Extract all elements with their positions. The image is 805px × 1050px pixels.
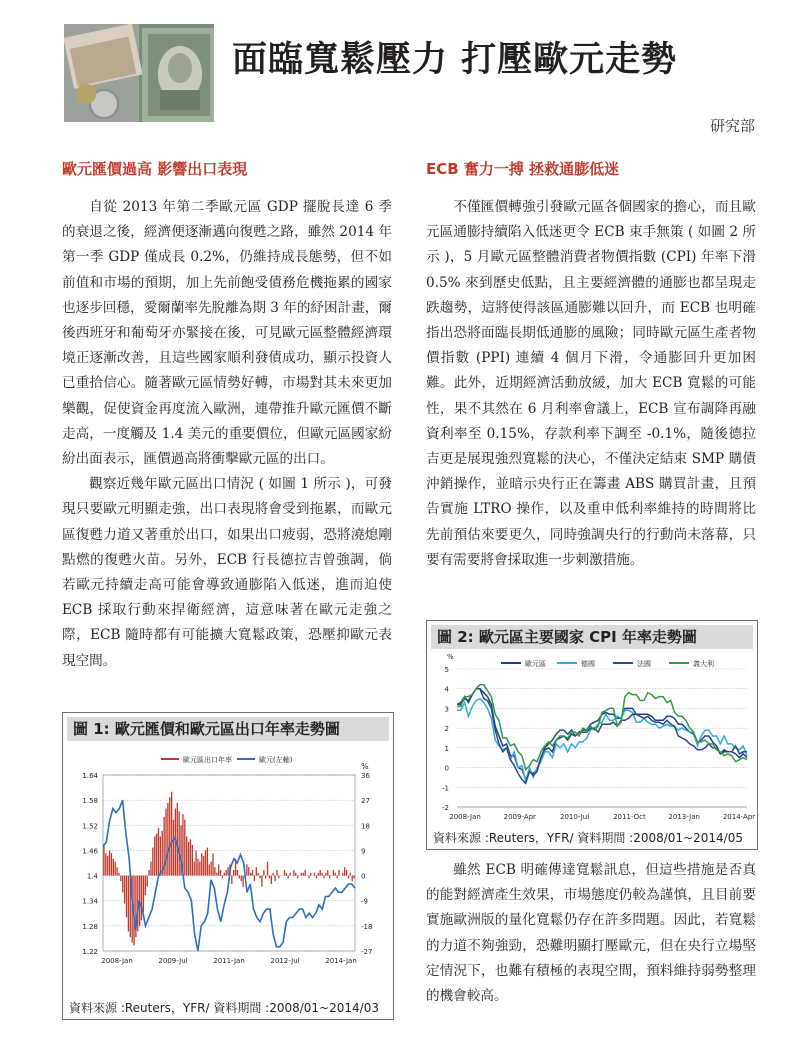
export-bar — [263, 870, 264, 876]
right-paragraph-2: 雖然 ECB 明確傳達寬鬆訊息，但這些措施是否真的能對經濟產生效果，市場態度仍較為謹慎，且目前要實施歐洲版的量化寬鬆仍存在許多問題。因此，若寬鬆的力道不夠強勁，恐難明顯打壓歐元，但在央行立場堅定情況下，也難有積極的表現空間，預料維持弱勢整理的機會較高。 — [426, 862, 756, 1005]
export-bar — [250, 873, 251, 876]
y-axis-tick: -1 — [442, 784, 449, 793]
y-axis-tick: 3 — [444, 705, 449, 714]
export-bar — [203, 856, 204, 876]
export-bar — [141, 876, 142, 921]
export-bar — [212, 853, 213, 875]
export-bar — [156, 834, 157, 876]
export-bar — [195, 850, 196, 875]
export-bar — [246, 864, 247, 875]
x-axis-tick: 2009-Jul — [158, 957, 188, 965]
figure-2-chart — [427, 651, 757, 829]
export-bar — [348, 876, 349, 879]
export-bar — [224, 873, 225, 876]
export-bar — [205, 850, 206, 875]
export-bar — [116, 867, 117, 875]
export-bar — [297, 876, 298, 879]
export-bar — [254, 876, 255, 882]
export-bar — [257, 873, 258, 876]
right-axis-tick: 9 — [361, 847, 366, 856]
export-bar — [122, 876, 123, 893]
export-bar — [269, 876, 270, 879]
export-bar — [316, 876, 317, 879]
export-bar — [308, 876, 309, 879]
right-section-title: ECB 奮力一搏 拯救通膨低迷 — [426, 160, 620, 178]
export-bar — [207, 848, 208, 876]
export-bar — [220, 870, 221, 876]
page-title: 面臨寬鬆壓力 打壓歐元走勢 — [232, 40, 678, 80]
y-axis-tick: 2 — [444, 725, 449, 734]
y-axis-tick: 1 — [444, 744, 449, 753]
export-bar — [190, 839, 191, 875]
left-column — [62, 150, 392, 674]
y-axis-tick: 0 — [444, 764, 449, 773]
header-photo-money — [64, 24, 214, 122]
x-axis-tick: 2009-Apr — [503, 813, 536, 821]
legend-label: 義大利 — [693, 660, 714, 668]
export-bar — [321, 873, 322, 876]
right-axis-tick: 27 — [361, 797, 370, 806]
right-axis-tick: -9 — [361, 897, 368, 906]
export-bar — [222, 876, 223, 879]
export-bar — [252, 870, 253, 876]
export-bar — [218, 864, 219, 875]
export-bar — [239, 876, 240, 879]
x-axis-tick: 2012-Jul — [270, 957, 300, 965]
export-bar — [289, 873, 290, 876]
export-bar — [179, 811, 180, 875]
figure-1-title: 圖 1: 歐元匯價和歐元區出口年率走勢圖 — [67, 717, 389, 741]
export-bar — [237, 870, 238, 876]
export-bar — [186, 836, 187, 875]
export-bar — [278, 876, 279, 879]
export-bar — [329, 876, 330, 879]
export-bar — [318, 873, 319, 876]
export-bar — [201, 853, 202, 875]
figure-1-chart — [63, 745, 393, 995]
right-axis-unit: % — [361, 762, 369, 771]
export-bar — [194, 862, 195, 876]
export-bar — [276, 870, 277, 876]
export-bar — [209, 864, 210, 875]
export-bar — [288, 876, 289, 879]
export-bar — [145, 876, 146, 896]
department-label: 研究部 — [709, 117, 755, 135]
legend-line-label: 歐元(左軸) — [259, 756, 293, 764]
figure-2-box — [426, 620, 758, 850]
export-bar — [184, 820, 185, 876]
export-bar — [265, 876, 266, 879]
legend-label: 德國 — [581, 660, 595, 668]
export-bar — [256, 867, 257, 875]
export-bar — [248, 867, 249, 875]
export-bar — [128, 876, 129, 932]
y-axis-tick: -2 — [442, 804, 449, 812]
export-bar — [242, 876, 243, 887]
x-axis-tick: 2013-Jan — [668, 813, 700, 821]
left-axis-tick: 1.46 — [82, 847, 98, 856]
export-bar — [323, 876, 324, 879]
left-axis-tick: 1.52 — [82, 822, 98, 831]
export-bar — [333, 870, 334, 876]
export-bar — [327, 870, 328, 876]
x-axis-tick: 2008-Jan — [449, 813, 481, 821]
export-bar — [177, 803, 178, 876]
legend-bar-label: 歐元區出口年率 — [183, 756, 232, 764]
left-paragraph-1: 自從 2013 年第二季歐元區 GDP 擺脫長達 6 季的衰退之後，經濟便逐漸邁向復甦之路，雖然 2014 年第一季 GDP 僅成長 0.2%，仍維持成長態勢，但不如前值和市場的預期，加上先前飽受債務危機拖累的國家也逐步回穩，愛爾蘭率先脫離為期 3 年的紓困計畫，爾後西班牙和葡萄牙亦緊接在後，可見歐元區整體經濟環境正逐漸改善，且這些國家順利發債成功，顯示投資人已重拾信心。隨著歐元區情勢好轉，市場對其未來更加樂觀，促使資金再度流入歐洲，連帶推升歐元匯價不斷走高，一度觸及 1.4 美元的重要價位，但歐元區國家紛紛出面表示，匯價過高將衝擊歐元區的出口。 — [62, 199, 392, 468]
right-paragraph-1: 不僅匯價轉強引發歐元區各個國家的擔心，而且歐元區通膨持續陷入低迷更令 ECB 束手無策 ( 如圖 2 所示 )，5 月歐元區整體消費者物價指數 (CPI) 年率下滑 0.5% 來到歷史低點，且主要經濟體的通膨也都呈現走跌趨勢，這將使得該區通膨難以回升，而 ECB 也明確指出恐將面臨長期低通膨的風險；同時歐元區生產者物價指數 (PPI) 連續 4 個月下滑，令通膨回升更加困難。此外，近期經濟活動放緩，加大 ECB 寬鬆的可能性，果不其然在 6 月利率會議上，ECB 宣布調降再融資利率至 0.15%，存款利率下調至 -0.1%，隨後德拉吉更是展現強烈寬鬆的決心，不僅決定結束 SMP 購債沖銷操作，並暗示央行正在籌畫 ABS 購買計畫，且預告實施 LTRO 操作，以及重申低利率維持的時間將比先前預估來要更久，同時強調央行的行動尚未落幕，只要有需要將會採取進一步刺激措施。 — [426, 199, 756, 568]
right-axis-tick: 0 — [361, 872, 366, 881]
plot-frame — [103, 775, 355, 951]
export-bar — [325, 873, 326, 876]
x-axis-tick: 2010-Jul — [560, 813, 590, 821]
left-axis-tick: 1.4 — [86, 872, 98, 881]
export-bar — [192, 845, 193, 876]
export-bar — [199, 862, 200, 876]
right-column — [426, 150, 756, 573]
right-axis-tick: -27 — [361, 948, 373, 956]
export-bar — [111, 853, 112, 875]
export-bar — [261, 876, 262, 887]
export-bar — [271, 876, 272, 884]
export-bar — [210, 862, 211, 876]
legend-label: 歐元區 — [525, 660, 546, 668]
export-bar — [344, 867, 345, 875]
y-axis-tick: 5 — [444, 666, 449, 674]
export-bar — [284, 870, 285, 876]
export-bar — [154, 836, 155, 875]
x-axis-tick: 2008-Jan — [101, 957, 133, 965]
left-section-title: 歐元匯價過高 影響出口表現 — [62, 160, 248, 178]
export-bar — [305, 870, 306, 876]
export-bar — [169, 797, 170, 875]
export-bar — [118, 873, 119, 876]
export-bar — [310, 873, 311, 876]
export-bar — [352, 876, 353, 882]
export-bar — [346, 870, 347, 876]
export-bar — [295, 873, 296, 876]
export-bar — [109, 850, 110, 875]
export-bar — [342, 873, 343, 876]
export-bar — [107, 856, 108, 876]
left-axis-tick: 1.64 — [82, 772, 98, 780]
export-bar — [273, 873, 274, 876]
left-axis-tick: 1.58 — [82, 797, 98, 806]
y-axis-unit: % — [447, 653, 454, 661]
export-bar — [320, 870, 321, 876]
export-bar — [105, 853, 106, 875]
export-bar — [115, 862, 116, 876]
export-bar — [286, 873, 287, 876]
x-axis-tick: 2011-Jan — [213, 957, 245, 965]
left-axis-tick: 1.34 — [82, 897, 98, 906]
export-bar — [274, 876, 275, 882]
export-bar — [216, 873, 217, 876]
export-bar — [338, 870, 339, 876]
x-axis-tick: 2014-Apr — [722, 813, 756, 821]
legend-label: 法國 — [637, 660, 651, 668]
figure-2-source: 資料來源 :Reuters，YFR/ 資料期間 :2008/01~2014/05 — [433, 831, 743, 845]
export-bar — [335, 873, 336, 876]
export-bar — [188, 842, 189, 876]
export-bar — [148, 870, 149, 876]
x-axis-tick: 2011-Oct — [613, 813, 646, 821]
cpi-line-3 — [457, 685, 747, 770]
export-bar — [103, 845, 104, 876]
export-bar — [165, 809, 166, 876]
figure-1-box — [62, 712, 394, 1020]
export-bar — [150, 862, 151, 876]
export-bar — [303, 873, 304, 876]
right-axis-tick: 36 — [361, 772, 370, 780]
figure-1-source: 資料來源 :Reuters，YFR/ 資料期間 :2008/01~2014/03 — [69, 1001, 379, 1015]
export-bar — [147, 876, 148, 887]
export-bar — [171, 792, 172, 876]
export-bar — [350, 873, 351, 876]
right-axis-tick: -18 — [361, 922, 373, 931]
export-bar — [259, 876, 260, 879]
export-bar — [167, 803, 168, 876]
export-bar — [267, 862, 268, 876]
export-bar — [226, 870, 227, 876]
export-bar — [126, 876, 127, 918]
x-axis-tick: 2014-Jan — [325, 957, 357, 965]
export-bar — [152, 848, 153, 876]
export-bar — [158, 828, 159, 875]
figure-2-title: 圖 2: 歐元區主要國家 CPI 年率走勢圖 — [431, 625, 753, 649]
export-bar — [336, 876, 337, 879]
export-bar — [113, 859, 114, 876]
export-bar — [143, 876, 144, 912]
left-axis-tick: 1.28 — [82, 922, 98, 931]
export-bar — [301, 873, 302, 876]
export-bar — [120, 876, 121, 882]
export-bar — [293, 870, 294, 876]
export-bar — [214, 867, 215, 875]
export-bar — [231, 876, 232, 884]
export-bar — [173, 820, 174, 876]
y-axis-tick: 4 — [444, 685, 449, 694]
cpi-line-2 — [457, 689, 747, 784]
export-bar — [314, 873, 315, 876]
export-bar — [353, 876, 354, 879]
cpi-line-0 — [457, 689, 747, 780]
left-axis-tick: 1.22 — [82, 948, 98, 956]
export-bar — [233, 870, 234, 876]
right-axis-tick: 18 — [361, 822, 370, 831]
left-paragraph-2: 觀察近幾年歐元區出口情況 ( 如圖 1 所示 )，可發現只要歐元明顯走強，出口表現將會受到拖累，而歐元區復甦力道又著重於出口，如果出口疲弱，恐將澆熄剛點燃的復甦火苗。另外，ECB 行長德拉吉曾強調，倘若歐元持續走高可能會導致通膨陷入低迷，進而迫使 ECB 採取行動來捍衛經濟，這意味著在歐元走強之際，ECB 隨時都有可能擴大寬鬆政策，恐壓抑歐元表現空間。 — [62, 476, 392, 669]
export-bar — [124, 876, 125, 904]
export-bar — [241, 876, 242, 882]
export-bar — [227, 867, 228, 875]
export-bar — [197, 859, 198, 876]
export-bar — [160, 836, 161, 875]
